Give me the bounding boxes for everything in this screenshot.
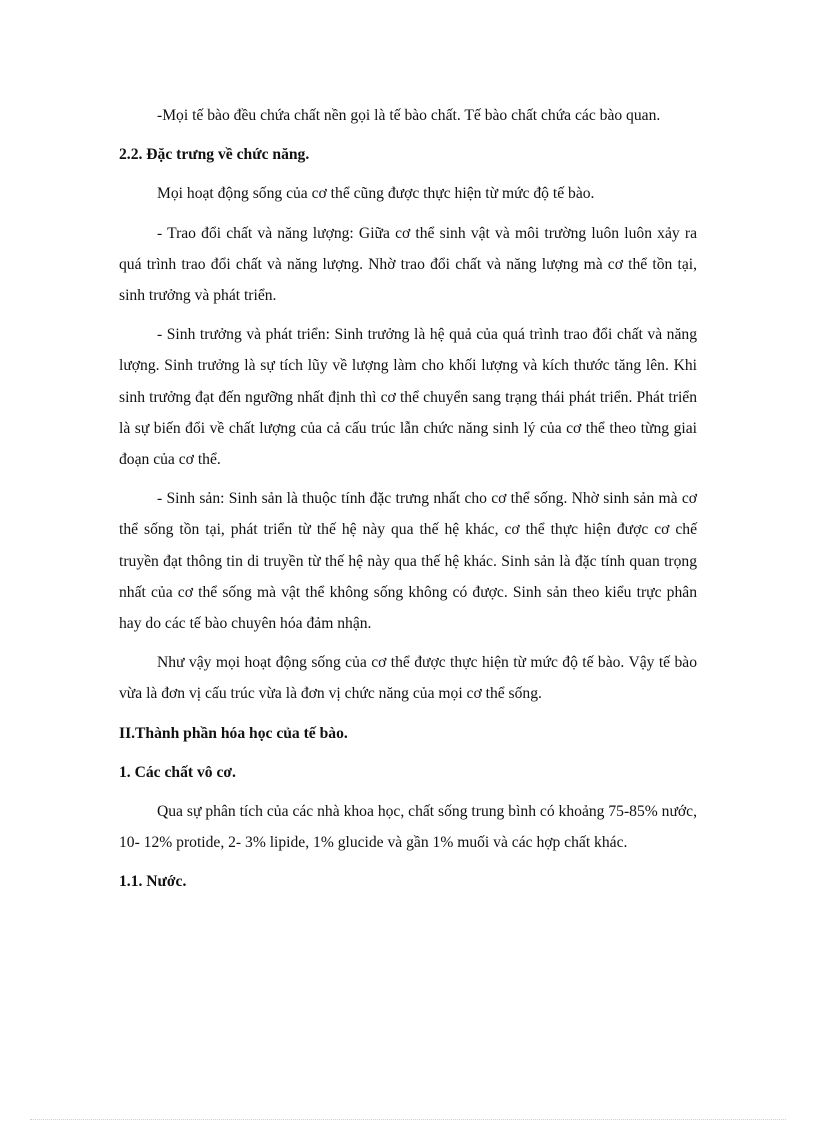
paragraph-conclusion: Như vậy mọi hoạt động sống của cơ thể được thực hiện từ mức độ tế bào. Vậy tế bào vừa là đơn vị cấu trúc vừa là đơn vị chức năng của mọi cơ thể sống. bbox=[119, 654, 697, 703]
document-body bbox=[119, 100, 697, 906]
paragraph-cytoplasm: -Mọi tế bào đều chứa chất nền gọi là tế bào chất. Tế bào chất chứa các bào quan. bbox=[157, 107, 661, 124]
heading-chemical-composition: II.Thành phần hóa học của tế bào. bbox=[119, 724, 348, 742]
paragraph-life-activities: Mọi hoạt động sống của cơ thể cũng được thực hiện từ mức độ tế bào. bbox=[157, 185, 595, 203]
heading-inorganic-substances: 1. Các chất vô cơ. bbox=[119, 763, 236, 781]
paragraph-metabolism: - Trao đổi chất và năng lượng: Giữa cơ thể sinh vật và môi trường luôn luôn xảy ra quá trình trao đổi chất và năng lượng. Nhờ trao đổi chất và năng lượng mà cơ thể tồn tại, sinh trưởng và phát triển. bbox=[119, 224, 697, 305]
paragraph-composition-percentages: Qua sự phân tích của các nhà khoa học, chất sống trung bình có khoảng 75-85% nước, 10- 12% protide, 2- 3% lipide, 1% glucide và gần 1% muối và các hợp chất khác. bbox=[119, 803, 697, 852]
paragraph-growth-development: - Sinh trưởng và phát triển: Sinh trưởng là hệ quả của quá trình trao đổi chất và năng lượng. Sinh trưởng là sự tích lũy về lượng làm cho khối lượng và kích thước tăng lên. Khi sinh trưởng đạt đến ngưỡng nhất định thì cơ thể chuyển sang trạng thái phát triển. Phát triển là sự biến đổi về chất lượng của cả cấu trúc lẫn chức năng sinh lý của cơ thể theo từng giai đoạn của cơ thể. bbox=[119, 326, 697, 469]
paragraph-reproduction: - Sinh sản: Sinh sản là thuộc tính đặc trưng nhất cho cơ thể sống. Nhờ sinh sản mà cơ thể sống tồn tại, phát triển từ thế hệ này qua thế hệ khác, cơ thể thực hiện được cơ chế truyền đạt thông tin di truyền từ thế hệ này qua thế hệ khác. Sinh sản là đặc tính quan trọng nhất của cơ thể sống mà vật thể không sống không có được. Sinh sản theo kiểu trực phân hay do các tế bào chuyên hóa đảm nhận. bbox=[119, 490, 697, 633]
page-bottom-divider bbox=[30, 1119, 786, 1120]
heading-water: 1.1. Nước. bbox=[119, 873, 187, 891]
heading-functional-characteristics: 2.2. Đặc trưng về chức năng. bbox=[119, 146, 310, 164]
